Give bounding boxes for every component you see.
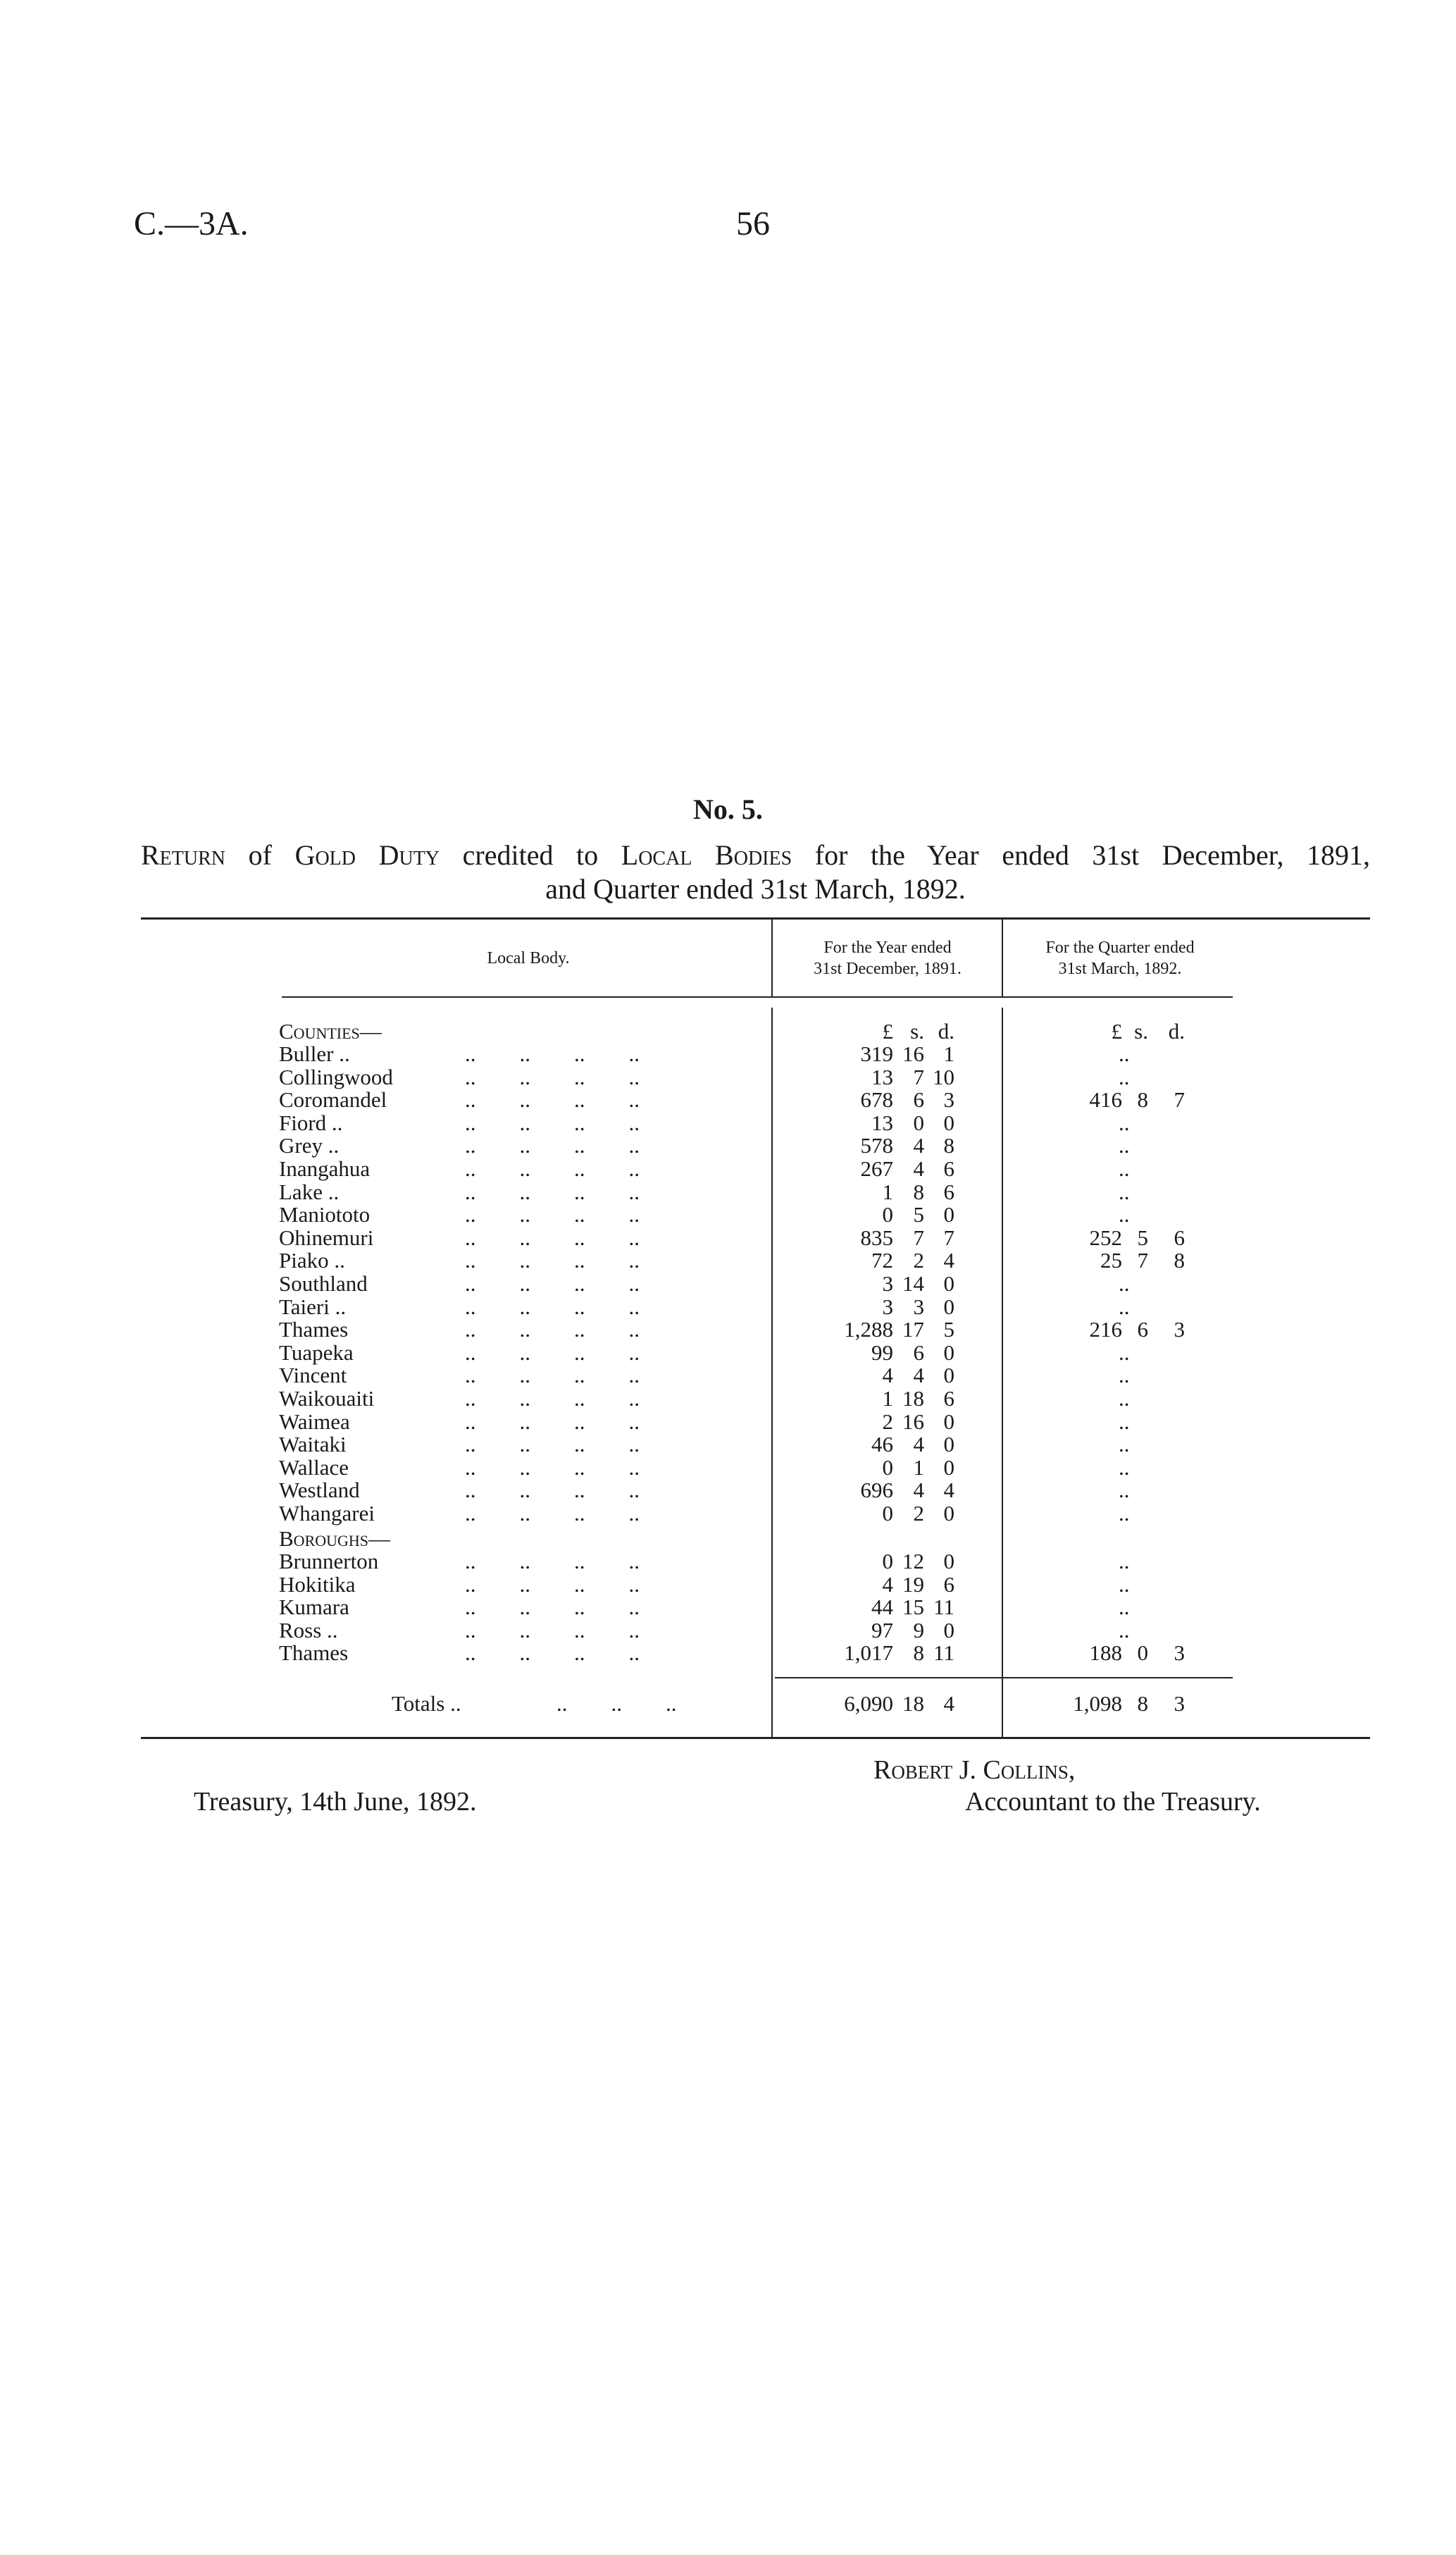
leader-dots: .. .. .. .. bbox=[465, 1432, 640, 1457]
leader-dots: .. .. .. .. bbox=[465, 1617, 640, 1642]
local-body-name: Ross .. bbox=[279, 1617, 338, 1642]
year-shillings: 18 bbox=[902, 1386, 924, 1411]
year-pence: 6 bbox=[943, 1386, 954, 1411]
column-header-quarter-line1: For the Quarter ended bbox=[1045, 939, 1195, 957]
quarter-none-mark: .. bbox=[1119, 1595, 1130, 1620]
table-row bbox=[0, 1204, 1456, 1226]
year-pence: 0 bbox=[943, 1340, 954, 1365]
local-body-name: Coromandel bbox=[279, 1087, 387, 1113]
leader-dots: .. .. .. .. bbox=[465, 1501, 640, 1526]
table-row bbox=[0, 1249, 1456, 1272]
year-pounds: 0 bbox=[882, 1202, 893, 1227]
local-body-name: Thames bbox=[279, 1317, 349, 1342]
local-body-name: Southland bbox=[279, 1271, 368, 1296]
caption-word-local-bodies: Local Bodies bbox=[621, 839, 792, 871]
totals-year-pence: 4 bbox=[943, 1691, 954, 1716]
year-pounds: 1 bbox=[882, 1179, 893, 1204]
table-row bbox=[0, 1364, 1456, 1387]
year-shillings: 0 bbox=[913, 1110, 924, 1135]
local-body-name: Brunnerton bbox=[279, 1549, 379, 1573]
year-pence: 0 bbox=[943, 1363, 954, 1388]
leader-dots: .. .. .. .. bbox=[465, 1248, 640, 1273]
unit-pence-quarter: d. bbox=[1168, 1019, 1185, 1044]
quarter-none-mark: .. bbox=[1119, 1454, 1130, 1480]
year-pence: 5 bbox=[943, 1317, 954, 1342]
units-row bbox=[0, 1020, 1456, 1043]
unit-pence-year: d. bbox=[938, 1019, 954, 1044]
leader-dots: .. .. .. .. bbox=[465, 1271, 640, 1296]
year-pence: 0 bbox=[943, 1110, 954, 1135]
year-shillings: 2 bbox=[913, 1248, 924, 1273]
year-pounds: 44 bbox=[871, 1595, 893, 1620]
table-row bbox=[0, 1043, 1456, 1065]
quarter-pence: 6 bbox=[1174, 1225, 1185, 1250]
table-row bbox=[0, 1318, 1456, 1341]
year-pence: 6 bbox=[943, 1156, 954, 1181]
year-pence: 0 bbox=[943, 1294, 954, 1319]
year-pounds: 4 bbox=[882, 1363, 893, 1388]
year-pounds: 4 bbox=[882, 1571, 893, 1597]
leader-dots: .. .. .. .. bbox=[465, 1454, 640, 1480]
local-body-name: Kumara bbox=[279, 1595, 349, 1620]
year-shillings: 2 bbox=[913, 1501, 924, 1526]
year-pounds: 696 bbox=[860, 1478, 893, 1503]
section-heading-counties: Counties— bbox=[279, 1019, 382, 1044]
year-pence: 0 bbox=[943, 1432, 954, 1457]
table-row bbox=[0, 1227, 1456, 1249]
totals-quarter-pence: 3 bbox=[1174, 1691, 1185, 1716]
caption-word-of: of bbox=[248, 839, 272, 871]
totals-rule bbox=[775, 1677, 1233, 1678]
table-title: No. 5. bbox=[693, 793, 763, 825]
quarter-none-mark: .. bbox=[1119, 1133, 1130, 1158]
year-pence: 0 bbox=[943, 1454, 954, 1480]
quarter-pounds: 188 bbox=[1089, 1640, 1122, 1666]
boroughs-heading-row bbox=[0, 1528, 1456, 1550]
totals-row bbox=[0, 1693, 1456, 1715]
leader-dots: .. .. .. .. bbox=[465, 1294, 640, 1319]
year-pence: 11 bbox=[933, 1595, 954, 1620]
leader-dots: .. .. .. .. bbox=[465, 1478, 640, 1503]
table-row bbox=[0, 1550, 1456, 1573]
table-row bbox=[0, 1066, 1456, 1089]
table-row bbox=[0, 1296, 1456, 1318]
year-shillings: 14 bbox=[902, 1271, 924, 1296]
quarter-pence: 3 bbox=[1174, 1317, 1185, 1342]
year-shillings: 4 bbox=[913, 1363, 924, 1388]
year-pounds: 99 bbox=[871, 1340, 893, 1365]
local-body-name: Hokitika bbox=[279, 1571, 356, 1597]
year-pence: 3 bbox=[943, 1087, 954, 1113]
year-pence: 0 bbox=[943, 1549, 954, 1573]
year-pounds: 1,288 bbox=[844, 1317, 893, 1342]
totals-year-shillings: 18 bbox=[902, 1691, 924, 1716]
quarter-pence: 8 bbox=[1174, 1248, 1185, 1273]
year-shillings: 4 bbox=[913, 1156, 924, 1181]
quarter-none-mark: .. bbox=[1119, 1501, 1130, 1526]
table-top-rule bbox=[141, 917, 1370, 920]
leader-dots: .. .. .. .. bbox=[465, 1409, 640, 1434]
caption-line-2: and Quarter ended 31st March, 1892. bbox=[545, 873, 966, 905]
local-body-name: Wallace bbox=[279, 1454, 349, 1480]
year-shillings: 7 bbox=[913, 1225, 924, 1250]
quarter-shillings: 6 bbox=[1137, 1317, 1148, 1342]
year-pence: 6 bbox=[943, 1571, 954, 1597]
quarter-none-mark: .. bbox=[1119, 1571, 1130, 1597]
year-pence: 0 bbox=[943, 1617, 954, 1642]
year-shillings: 4 bbox=[913, 1432, 924, 1457]
local-body-name: Maniototo bbox=[279, 1202, 371, 1227]
local-body-name: Piako .. bbox=[279, 1248, 345, 1273]
year-shillings: 19 bbox=[902, 1571, 924, 1597]
quarter-none-mark: .. bbox=[1119, 1617, 1130, 1642]
leader-dots: .. .. .. .. bbox=[465, 1041, 640, 1066]
document-reference: C.—3A. bbox=[134, 205, 249, 242]
local-body-name: Inangahua bbox=[279, 1156, 371, 1181]
local-body-name: Waimea bbox=[279, 1409, 350, 1434]
table-row bbox=[0, 1596, 1456, 1619]
year-shillings: 6 bbox=[913, 1340, 924, 1365]
year-pounds: 3 bbox=[882, 1271, 893, 1296]
year-pounds: 0 bbox=[882, 1549, 893, 1573]
quarter-pounds: 416 bbox=[1089, 1087, 1122, 1113]
signatory-name: Robert J. Collins, bbox=[873, 1755, 1076, 1785]
table-row bbox=[0, 1619, 1456, 1642]
year-shillings: 7 bbox=[913, 1064, 924, 1089]
column-header-quarter bbox=[1004, 937, 1236, 979]
local-body-name: Collingwood bbox=[279, 1064, 393, 1089]
year-shillings: 8 bbox=[913, 1179, 924, 1204]
year-pence: 8 bbox=[943, 1133, 954, 1158]
unit-pound-quarter: £ bbox=[1111, 1019, 1122, 1044]
totals-quarter-pounds: 1,098 bbox=[1073, 1691, 1122, 1716]
quarter-none-mark: .. bbox=[1119, 1271, 1130, 1296]
quarter-shillings: 7 bbox=[1137, 1248, 1148, 1273]
year-pounds: 1,017 bbox=[844, 1640, 893, 1666]
year-shillings: 16 bbox=[902, 1409, 924, 1434]
leader-dots: .. .. .. .. bbox=[465, 1386, 640, 1411]
quarter-none-mark: .. bbox=[1119, 1041, 1130, 1066]
year-pence: 4 bbox=[943, 1248, 954, 1273]
leader-dots: .. .. .. .. bbox=[465, 1640, 640, 1666]
page-number: 56 bbox=[736, 205, 770, 242]
local-body-name: Waitaki bbox=[279, 1432, 347, 1457]
caption-line-1 bbox=[141, 839, 1370, 872]
signatory-title: Accountant to the Treasury. bbox=[965, 1787, 1261, 1817]
quarter-pence: 3 bbox=[1174, 1640, 1185, 1666]
unit-shilling-quarter: s. bbox=[1134, 1019, 1148, 1044]
leader-dots: .. .. .. .. bbox=[465, 1064, 640, 1089]
year-pence: 0 bbox=[943, 1202, 954, 1227]
quarter-pounds: 25 bbox=[1100, 1248, 1122, 1273]
quarter-pounds: 216 bbox=[1089, 1317, 1122, 1342]
header-divider-left bbox=[771, 917, 773, 996]
leader-dots: .. .. .. .. bbox=[465, 1595, 640, 1620]
quarter-none-mark: .. bbox=[1119, 1386, 1130, 1411]
local-body-name: Fiord .. bbox=[279, 1110, 343, 1135]
quarter-none-mark: .. bbox=[1119, 1432, 1130, 1457]
leader-dots: .. .. .. .. bbox=[465, 1179, 640, 1204]
local-body-name: Buller .. bbox=[279, 1041, 350, 1066]
year-pounds: 0 bbox=[882, 1501, 893, 1526]
quarter-none-mark: .. bbox=[1119, 1478, 1130, 1503]
leader-dots: .. .. .. .. bbox=[465, 1110, 640, 1135]
quarter-none-mark: .. bbox=[1119, 1294, 1130, 1319]
table-caption bbox=[141, 839, 1370, 906]
header-divider-right bbox=[1002, 917, 1003, 996]
leader-dots: .. .. .. .. bbox=[465, 1317, 640, 1342]
year-pounds: 3 bbox=[882, 1294, 893, 1319]
place-and-date: Treasury, 14th June, 1892. bbox=[194, 1787, 477, 1817]
local-body-name: Tuapeka bbox=[279, 1340, 354, 1365]
caption-word-credited-to: credited to bbox=[462, 839, 599, 871]
table-row bbox=[0, 1433, 1456, 1456]
leader-dots: .. .. .. .. bbox=[465, 1549, 640, 1573]
caption-word-gold-duty: Gold Duty bbox=[294, 839, 440, 871]
leader-dots: .. .. .. .. bbox=[465, 1363, 640, 1388]
quarter-shillings: 5 bbox=[1137, 1225, 1148, 1250]
table-row bbox=[0, 1456, 1456, 1479]
leader-dots: .. .. .. .. bbox=[465, 1156, 640, 1181]
year-pounds: 678 bbox=[860, 1087, 893, 1113]
totals-dots: .. .. .. bbox=[556, 1691, 677, 1716]
quarter-none-mark: .. bbox=[1119, 1363, 1130, 1388]
local-body-name: Vincent bbox=[279, 1363, 347, 1388]
year-pounds: 72 bbox=[871, 1248, 893, 1273]
column-header-year-line2: 31st December, 1891. bbox=[814, 960, 962, 978]
year-pounds: 13 bbox=[871, 1110, 893, 1135]
year-shillings: 17 bbox=[902, 1317, 924, 1342]
year-shillings: 9 bbox=[913, 1617, 924, 1642]
year-pounds: 578 bbox=[860, 1133, 893, 1158]
section-heading-boroughs: Boroughs— bbox=[279, 1526, 391, 1551]
table-row bbox=[0, 1158, 1456, 1180]
year-pence: 1 bbox=[943, 1041, 954, 1066]
year-shillings: 15 bbox=[902, 1595, 924, 1620]
leader-dots: .. .. .. .. bbox=[465, 1225, 640, 1250]
quarter-none-mark: .. bbox=[1119, 1156, 1130, 1181]
column-header-local-body: Local Body. bbox=[487, 949, 570, 967]
quarter-pence: 7 bbox=[1174, 1087, 1185, 1113]
leader-dots: .. .. .. .. bbox=[465, 1087, 640, 1113]
year-shillings: 6 bbox=[913, 1087, 924, 1113]
quarter-pounds: 252 bbox=[1089, 1225, 1122, 1250]
year-pounds: 13 bbox=[871, 1064, 893, 1089]
quarter-shillings: 8 bbox=[1137, 1087, 1148, 1113]
local-body-name: Ohinemuri bbox=[279, 1225, 374, 1250]
year-pence: 0 bbox=[943, 1501, 954, 1526]
local-body-name: Whangarei bbox=[279, 1501, 375, 1526]
local-body-name: Taieri .. bbox=[279, 1294, 347, 1319]
year-shillings: 1 bbox=[913, 1454, 924, 1480]
year-shillings: 16 bbox=[902, 1041, 924, 1066]
local-body-name: Westland bbox=[279, 1478, 360, 1503]
header-bottom-rule bbox=[282, 996, 1233, 998]
quarter-shillings: 0 bbox=[1137, 1640, 1148, 1666]
quarter-none-mark: .. bbox=[1119, 1409, 1130, 1434]
year-pounds: 0 bbox=[882, 1454, 893, 1480]
leader-dots: .. .. .. .. bbox=[465, 1133, 640, 1158]
leader-dots: .. .. .. .. bbox=[465, 1340, 640, 1365]
totals-label: Totals .. bbox=[392, 1691, 461, 1716]
totals-year-pounds: 6,090 bbox=[844, 1691, 893, 1716]
table-bottom-rule bbox=[141, 1737, 1370, 1739]
year-shillings: 5 bbox=[913, 1202, 924, 1227]
local-body-name: Thames bbox=[279, 1640, 349, 1666]
leader-dots: .. .. .. .. bbox=[465, 1202, 640, 1227]
table-row bbox=[0, 1502, 1456, 1525]
unit-pound-year: £ bbox=[882, 1019, 893, 1044]
table-row bbox=[0, 1573, 1456, 1596]
year-pounds: 319 bbox=[860, 1041, 893, 1066]
caption-word-return: Return bbox=[141, 839, 226, 871]
table-row bbox=[0, 1642, 1456, 1664]
table-row bbox=[0, 1112, 1456, 1134]
table-row bbox=[0, 1273, 1456, 1295]
quarter-none-mark: .. bbox=[1119, 1340, 1130, 1365]
table-row bbox=[0, 1089, 1456, 1111]
table-row bbox=[0, 1411, 1456, 1433]
year-pence: 10 bbox=[933, 1064, 954, 1089]
local-body-name: Grey .. bbox=[279, 1133, 340, 1158]
column-header-year bbox=[775, 937, 1000, 979]
quarter-none-mark: .. bbox=[1119, 1202, 1130, 1227]
table-row bbox=[0, 1387, 1456, 1410]
table-row bbox=[0, 1181, 1456, 1204]
year-pounds: 2 bbox=[882, 1409, 893, 1434]
leader-dots: .. .. .. .. bbox=[465, 1571, 640, 1597]
year-shillings: 8 bbox=[913, 1640, 924, 1666]
year-pence: 0 bbox=[943, 1409, 954, 1434]
year-pounds: 97 bbox=[871, 1617, 893, 1642]
year-pounds: 835 bbox=[860, 1225, 893, 1250]
unit-shilling-year: s. bbox=[910, 1019, 924, 1044]
year-pounds: 46 bbox=[871, 1432, 893, 1457]
column-header-year-line1: For the Year ended bbox=[823, 939, 952, 957]
quarter-none-mark: .. bbox=[1119, 1179, 1130, 1204]
year-shillings: 4 bbox=[913, 1133, 924, 1158]
year-pence: 11 bbox=[933, 1640, 954, 1666]
year-shillings: 3 bbox=[913, 1294, 924, 1319]
table-row bbox=[0, 1342, 1456, 1364]
table-row bbox=[0, 1479, 1456, 1502]
year-pence: 0 bbox=[943, 1271, 954, 1296]
year-pounds: 1 bbox=[882, 1386, 893, 1411]
year-pence: 4 bbox=[943, 1478, 954, 1503]
quarter-none-mark: .. bbox=[1119, 1110, 1130, 1135]
year-pounds: 267 bbox=[860, 1156, 893, 1181]
quarter-none-mark: .. bbox=[1119, 1064, 1130, 1089]
year-shillings: 4 bbox=[913, 1478, 924, 1503]
local-body-name: Waikouaiti bbox=[279, 1386, 375, 1411]
table-row bbox=[0, 1134, 1456, 1157]
caption-word-year-ended: for the Year ended 31st December, 1891, bbox=[814, 839, 1371, 871]
column-header-quarter-line2: 31st March, 1892. bbox=[1058, 960, 1182, 978]
totals-quarter-shillings: 8 bbox=[1137, 1691, 1148, 1716]
year-pence: 7 bbox=[943, 1225, 954, 1250]
local-body-name: Lake .. bbox=[279, 1179, 340, 1204]
quarter-none-mark: .. bbox=[1119, 1549, 1130, 1573]
year-pence: 6 bbox=[943, 1179, 954, 1204]
year-shillings: 12 bbox=[902, 1549, 924, 1573]
